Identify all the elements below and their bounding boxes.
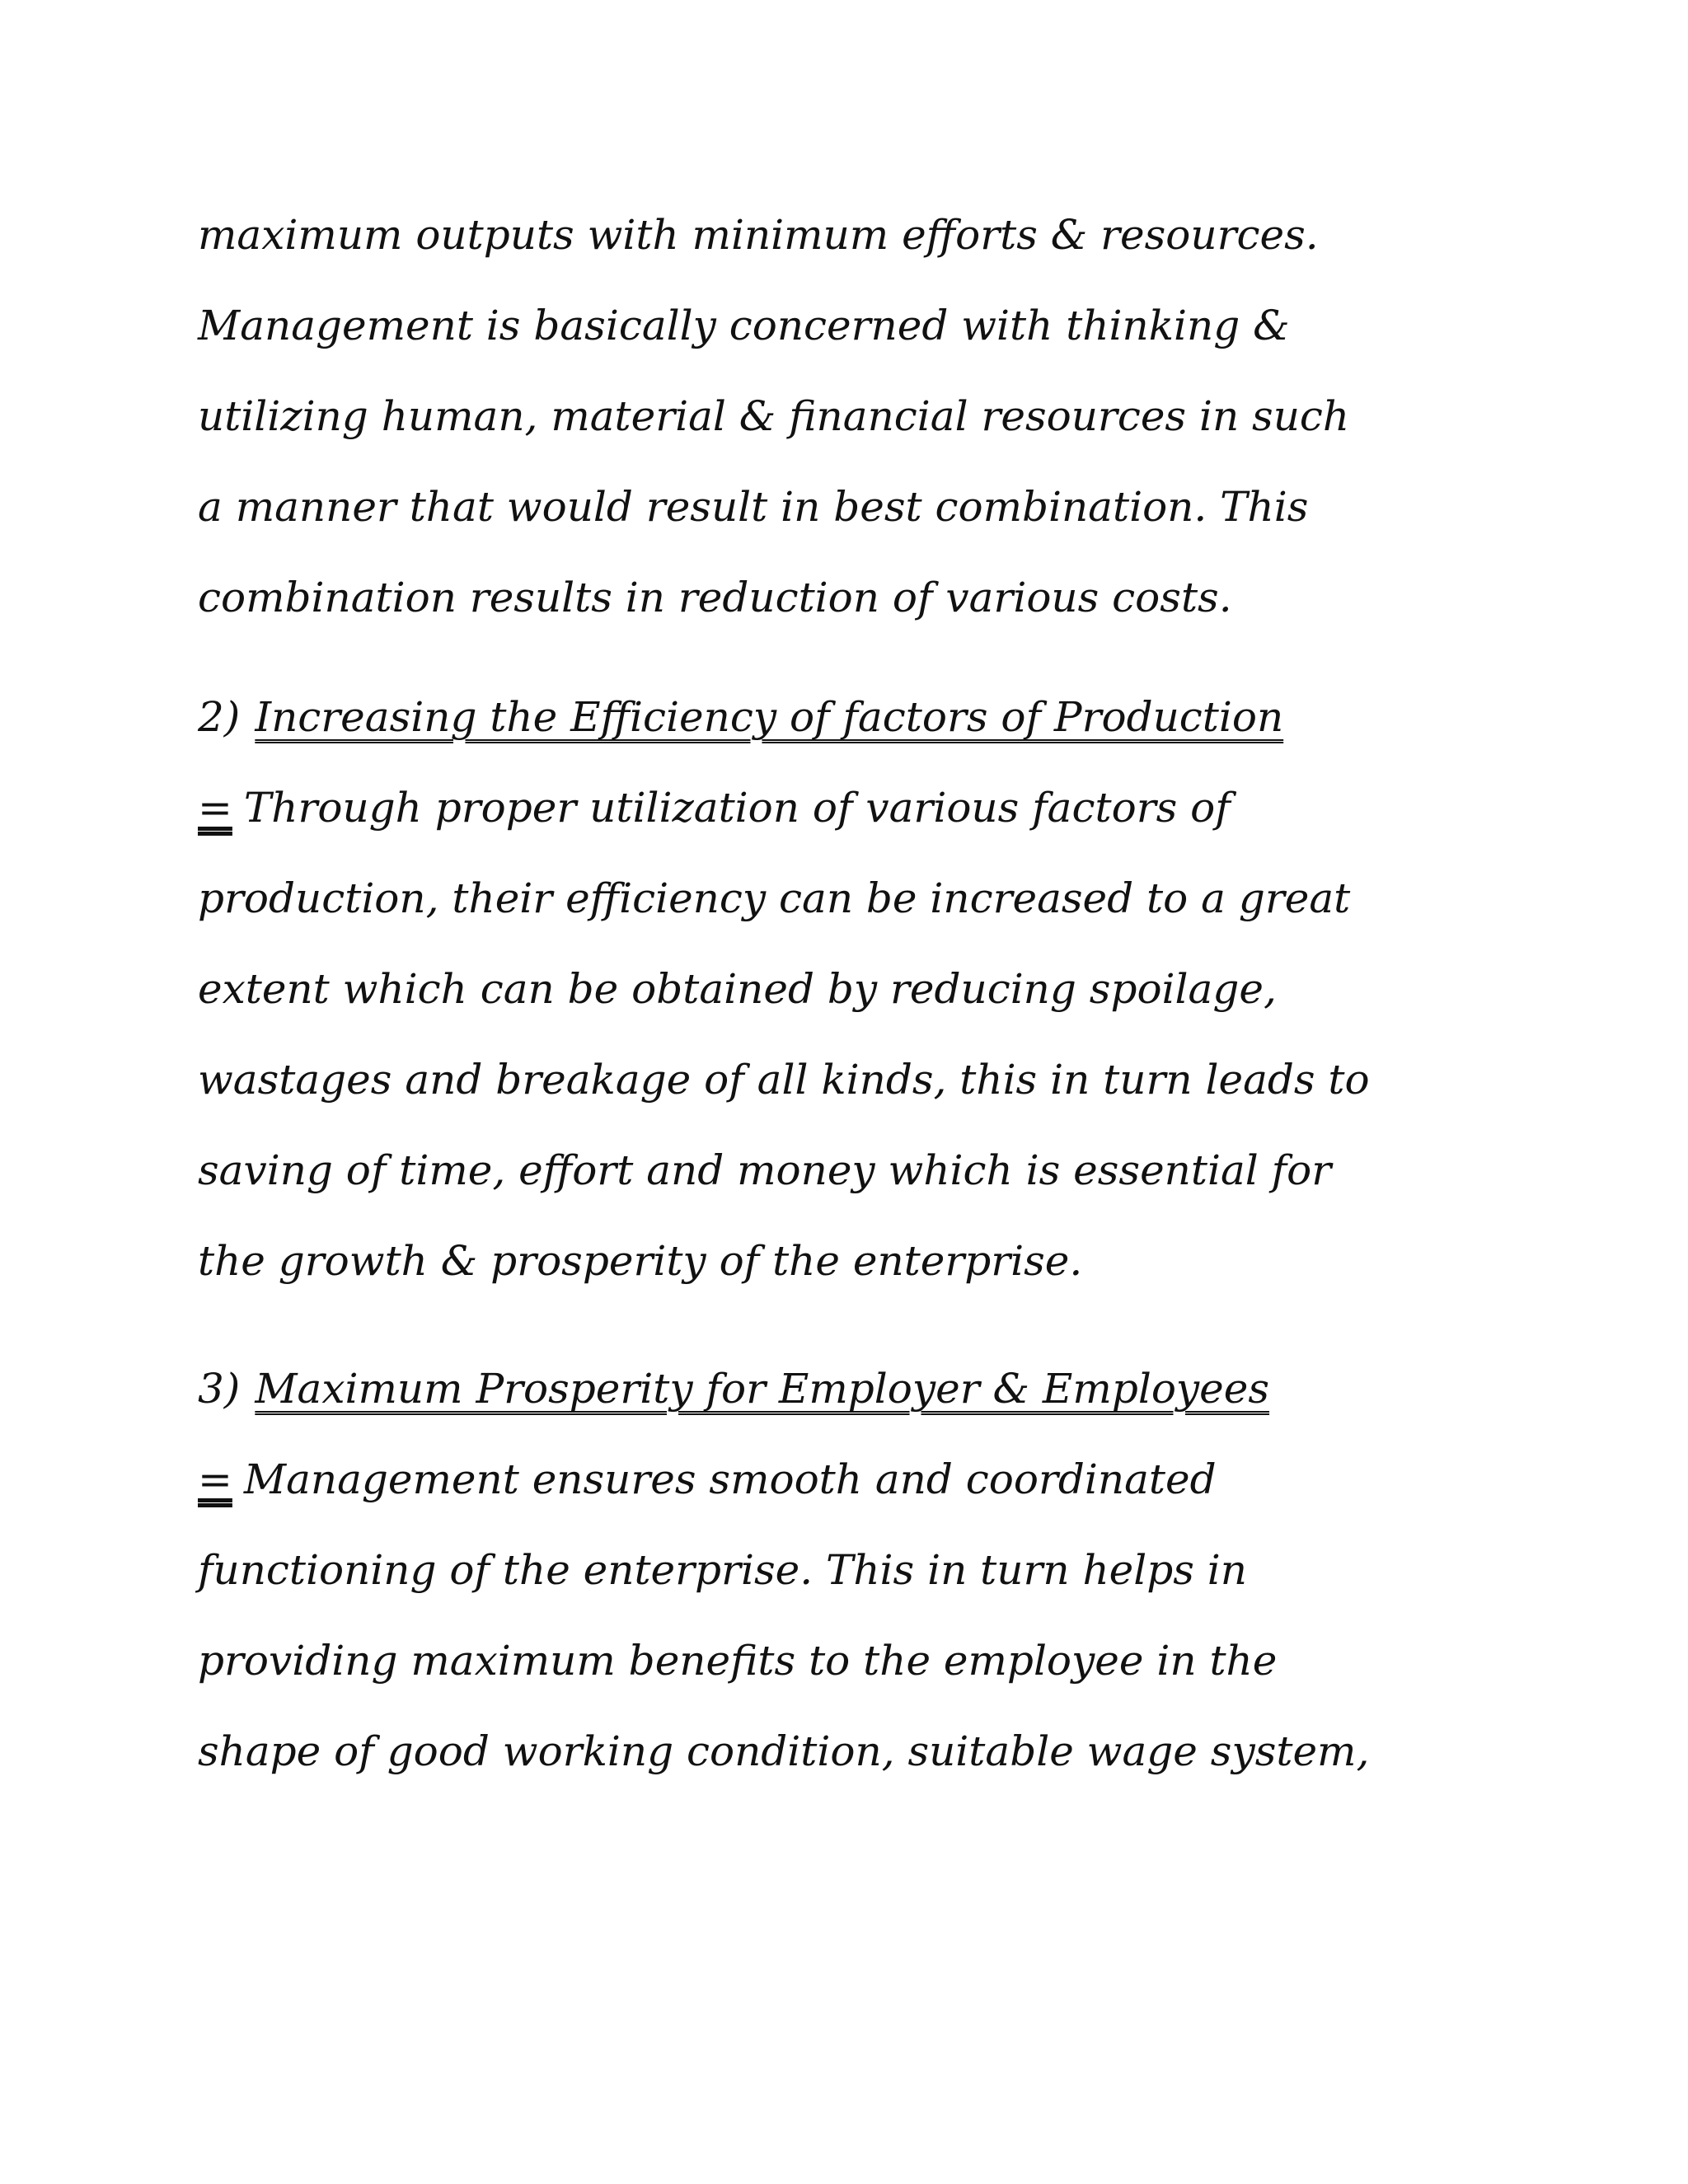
paragraph-line: a manner that would result in best combination. This (198, 483, 1309, 531)
paragraph-text: Through proper utilization of various factors of (243, 784, 1231, 832)
paragraph-line: wastages and breakage of all kinds, this in turn leads to (198, 1056, 1370, 1104)
paragraph-line (198, 1438, 1217, 1521)
section-heading (198, 1347, 1269, 1430)
section-number: 2) (198, 693, 241, 741)
paragraph-line: saving of time, effort and money which is essential for (198, 1146, 1332, 1194)
paragraph-line: combination results in reduction of various costs. (198, 574, 1232, 621)
paragraph-line: functioning of the enterprise. This in turn helps in (198, 1546, 1247, 1594)
paragraph-line: production, their efficiency can be increased to a great (198, 874, 1351, 922)
paragraph-line: Management is basically concerned with thinking & (198, 302, 1290, 349)
paragraph-line: utilizing human, material & financial resources in such (198, 392, 1350, 440)
paragraph-line: shape of good working condition, suitable wage system, (198, 1727, 1370, 1775)
section-number: 3) (198, 1365, 241, 1413)
section-heading (198, 676, 1283, 758)
paragraph-text: Management ensures smooth and coordinated (243, 1455, 1217, 1503)
paragraph-line: extent which can be obtained by reducing spoilage, (198, 965, 1277, 1013)
paragraph-line (198, 766, 1231, 849)
paragraph-line: maximum outputs with minimum efforts & resources. (198, 211, 1319, 259)
definition-marker: = (198, 1455, 232, 1503)
section-title: Increasing the Efficiency of factors of Production (255, 693, 1284, 741)
paragraph-line: providing maximum benefits to the employee in the (198, 1637, 1278, 1685)
paragraph-line: the growth & prosperity of the enterprise. (198, 1237, 1083, 1285)
section-title: Maximum Prosperity for Employer & Employees (255, 1365, 1270, 1413)
definition-marker: = (198, 784, 232, 832)
